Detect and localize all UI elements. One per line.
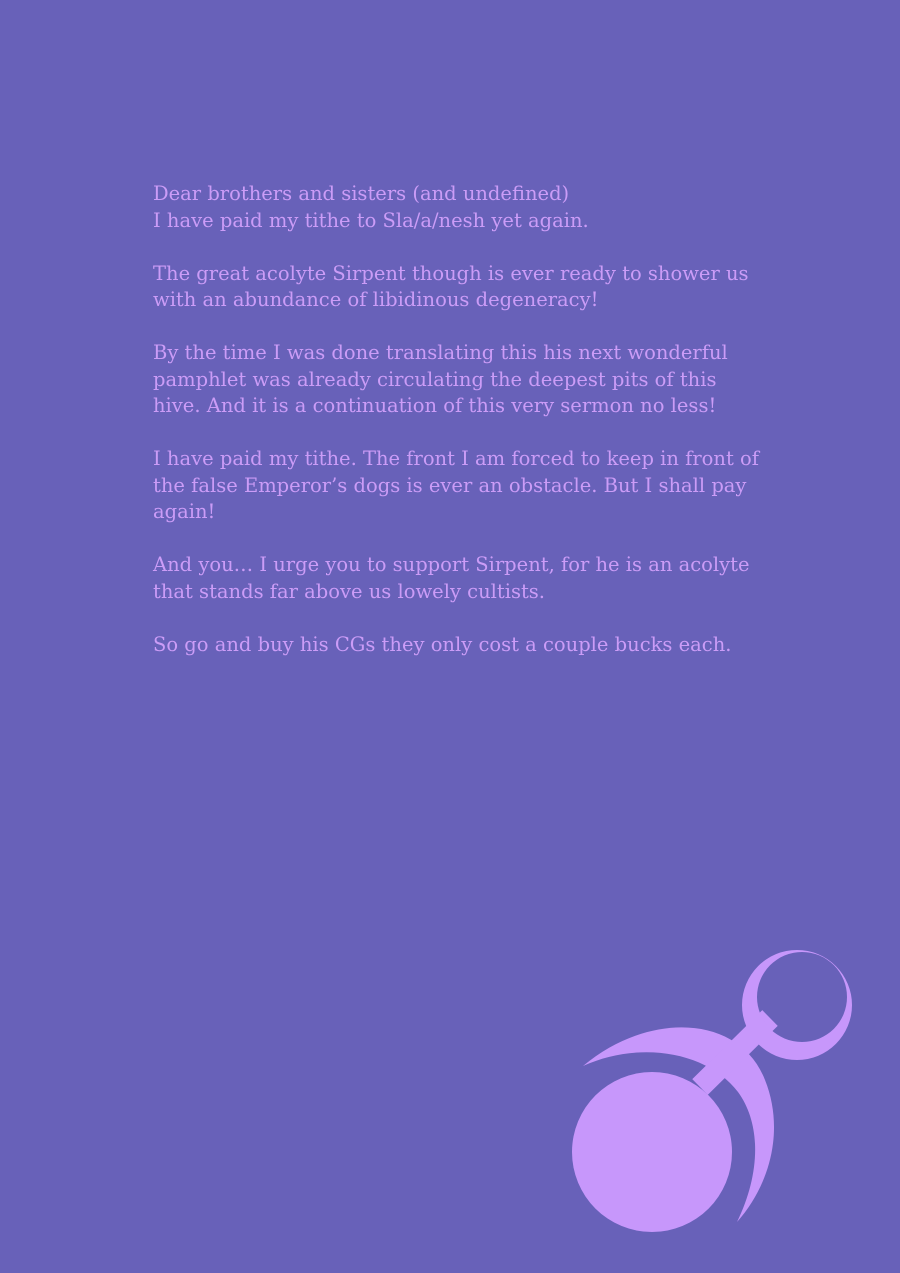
letter-paragraph-2: The great acolyte Sirpent though is ever ready to shower us with an abundance of libidinous degeneracy! — [153, 261, 749, 311]
letter-paragraph-5: And you… I urge you to support Sirpent, for he is an acolyte that stands far above us lowely cultists. — [153, 553, 750, 603]
slaanesh-symbol-icon — [560, 940, 860, 1240]
sigil-small-crescent — [742, 950, 852, 1060]
letter-paragraph-3: By the time I was done translating this his next wonderful pamphlet was already circulating the deepest pits of this hive. And it is a continuation of this very sermon no less! — [153, 341, 728, 417]
letter-paragraph-4: I have paid my tithe. The front I am forced to keep in front of the false Emperor’s dogs is ever an obstacle. But I shall pay again! — [153, 447, 759, 523]
letter-paragraph-1: Dear brothers and sisters (and undefined) I have paid my tithe to Sla/a/nesh yet again. — [153, 182, 589, 232]
letter-body — [153, 181, 763, 685]
sigil-orb — [572, 1072, 732, 1232]
letter-paragraph-6: So go and buy his CGs they only cost a couple bucks each. — [153, 632, 732, 656]
